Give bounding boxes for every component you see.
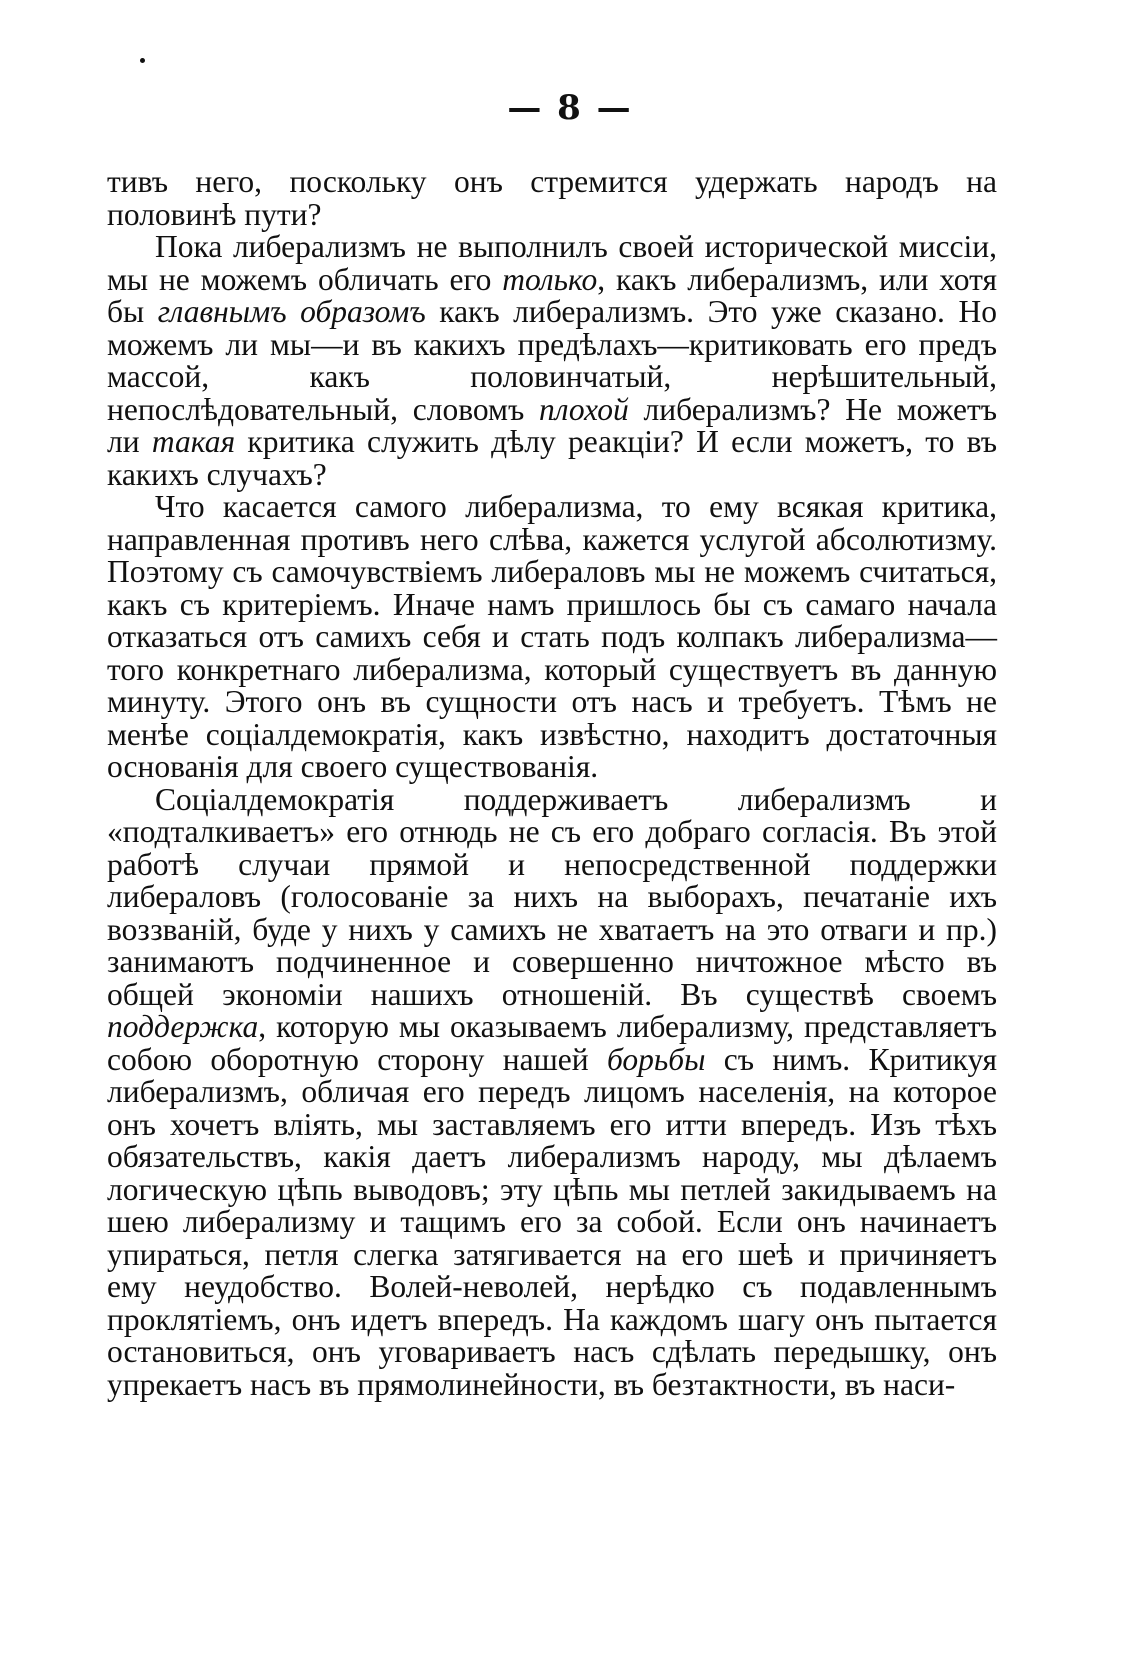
emphasized-text: плохой: [539, 391, 629, 427]
paragraph: [107, 781, 997, 1402]
text-run: какъ либерализмъ. Это уже сказано. Но можемъ ли мы—и въ какихъ предѣлахъ—критиковать его предъ массой, какъ половинчатый, нерѣшительный, непослѣдовательный, словомъ: [107, 294, 997, 427]
paragraph: [107, 166, 997, 231]
text-run: , какъ либерализмъ, или хотя бы: [107, 261, 997, 329]
text-run: либерализмъ? Не можетъ ли: [107, 391, 997, 459]
text-run: Пока либерализмъ не выполнилъ своей исторической миссіи, мы не можемъ обличать его: [107, 229, 997, 297]
emphasized-text: борьбы: [606, 1041, 706, 1077]
emphasized-text: такая: [151, 424, 236, 459]
text-run: тивъ него, поскольку онъ стремится удержать народъ на половинѣ пути?: [107, 164, 997, 232]
emphasized-text: поддержка: [107, 1009, 259, 1044]
text-run: Соціалдемократія поддерживаетъ либерализмъ и «подталкиваетъ» его отнюдь не съ его добраго согласія. Въ этой работѣ случаи прямой и непосредственной поддержки либераловъ (голосованіе за нихъ на выборахъ, печатаніе ихъ воззваній, буде у нихъ у самихъ не хватаетъ на это отваги и пр.) занимаютъ подчиненное и совершенно ничтожное мѣсто въ общей экономіи нашихъ отношеній. Въ существѣ своемъ: [107, 781, 997, 1012]
text-run: Что касается самого либерализма, то ему всякая критика, направленная противъ него слѣва, кажется услугой абсолютизму. Поэтому съ самочувствіемъ либераловъ мы не можемъ считаться, какъ съ критеріемъ. Иначе намъ пришлось бы съ самаго начала отказаться отъ самихъ себя и стать подъ колпакъ либерализма—того конкретнаго либерализма, который существуетъ въ данную минуту. Этого онъ въ сущности отъ насъ и требуетъ. Тѣмъ не менѣе соціалдемократія, какъ извѣстно, находитъ достаточныя основанія для своего существованія.: [107, 489, 997, 784]
text-run: съ нимъ. Критикуя либерализмъ, обличая его передъ лицомъ населенія, на которое онъ хочетъ вліять, мы заставляемъ его итти впередъ. Изъ тѣхъ обязательствъ, какія даетъ либерализмъ народу, мы дѣлаемъ логическую цѣпь выводовъ; эту цѣпь мы петлей закидываемъ на шею либерализму и тащимъ его за собой. Если онъ начинаетъ упираться, петля слегка затягивается на его шеѣ и причиняетъ ему неудобство. Волей-неволей, нерѣдко съ подавленнымъ проклятіемъ, онъ идетъ впередъ. На каждомъ шагу онъ пытается остановиться, онъ уговариваетъ насъ сдѣлать передышку, онъ упрекаетъ насъ въ прямолинейности, въ безтактности, въ наси-: [107, 1041, 997, 1402]
body-text: [107, 166, 997, 1401]
ink-speck: [140, 58, 145, 63]
emphasized-text: главнымъ образомъ: [157, 294, 426, 329]
paragraph: [107, 491, 997, 784]
text-run: , которую мы оказываемъ либерализму, представляетъ собою оборотную сторону нашей: [107, 1009, 997, 1077]
page-number: — 8 —: [507, 88, 633, 128]
emphasized-text: только: [502, 261, 598, 297]
paragraph: [107, 231, 997, 491]
text-run: критика служить дѣлу реакціи? И если можетъ, то въ какихъ случахъ?: [107, 424, 997, 492]
